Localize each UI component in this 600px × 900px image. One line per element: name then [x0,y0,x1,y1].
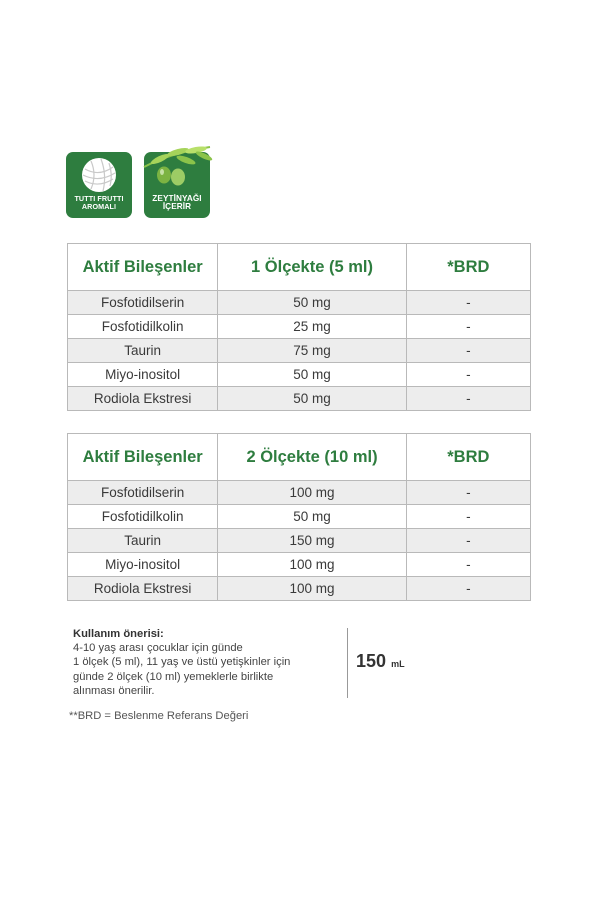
ingredient-amount: 100 mg [218,577,406,601]
ingredient-name: Miyo-inositol [68,363,218,387]
ingredient-name: Rodiola Ekstresi [68,387,218,411]
nutrition-table-1-scoop [67,243,531,411]
ingredient-brd: - [406,291,530,315]
table-header-row [68,434,531,481]
ingredient-brd: - [406,577,530,601]
ingredient-name: Fosfotidilkolin [68,505,218,529]
ingredient-amount: 100 mg [218,553,406,577]
ingredient-brd: - [406,529,530,553]
ingredient-brd: - [406,481,530,505]
olive-oil-badge [144,152,210,218]
ingredient-name: Fosfotidilserin [68,291,218,315]
volume-amount: 150 [356,651,387,671]
header-brd: *BRD [406,244,530,291]
ingredient-amount: 150 mg [218,529,406,553]
table-row [68,553,531,577]
ingredient-name: Taurin [68,529,218,553]
volume-unit: mL [391,659,405,669]
ingredient-name: Fosfotidilserin [68,481,218,505]
usage-line: 4-10 yaş arası çocuklar için günde [73,642,243,655]
brd-footnote: **BRD = Beslenme Referans Değeri [69,710,249,722]
ingredient-brd: - [406,505,530,529]
nutrition-table-2-scoops [67,433,531,601]
ingredient-amount: 100 mg [218,481,406,505]
usage-line: günde 2 ölçek (10 ml) yemeklerle birlikte [73,670,274,683]
table-row [68,505,531,529]
table-row [68,481,531,505]
tutti-frutti-badge [66,152,132,218]
ingredient-amount: 50 mg [218,291,406,315]
table-row [68,529,531,553]
badge-label [144,195,210,212]
divider [347,628,348,698]
table-row [68,315,531,339]
usage-line: alınması önerilir. [73,684,155,697]
volume-label [356,651,405,672]
badge-label [66,195,132,212]
ingredient-brd: - [406,363,530,387]
badge-label-line1: TUTTI FRUTTI [74,193,124,203]
usage-title: Kullanım önerisi: [73,628,164,640]
ingredient-name: Fosfotidilkolin [68,315,218,339]
badge-label-line2: İÇERİR [162,202,192,212]
olive-branch-icon [140,143,214,193]
usage-line: 1 ölçek (5 ml), 11 yaş ve üstü yetişkinler için [73,656,291,669]
table-row [68,363,531,387]
ingredient-brd: - [406,553,530,577]
header-amount: 1 Ölçekte (5 ml) [218,244,406,291]
ingredient-brd: - [406,387,530,411]
ingredient-name: Rodiola Ekstresi [68,577,218,601]
header-active-ingredients: Aktif Bileşenler [68,434,218,481]
ingredient-brd: - [406,315,530,339]
badge-label-line2: AROMALI [81,202,117,212]
table-row [68,577,531,601]
table-row [68,387,531,411]
table-header-row [68,244,531,291]
ingredient-name: Taurin [68,339,218,363]
header-active-ingredients: Aktif Bileşenler [68,244,218,291]
table-row [68,339,531,363]
header-brd: *BRD [406,434,530,481]
header-amount: 2 Ölçekte (10 ml) [218,434,406,481]
ingredient-brd: - [406,339,530,363]
ingredient-amount: 50 mg [218,387,406,411]
yarn-ball-icon [77,155,121,195]
usage-recommendation [73,627,343,698]
ingredient-amount: 50 mg [218,505,406,529]
badge-label-line1: ZEYTİNYAĞI [152,193,202,203]
feature-badges [66,143,216,219]
ingredient-name: Miyo-inositol [68,553,218,577]
table-row [68,291,531,315]
ingredient-amount: 50 mg [218,363,406,387]
ingredient-amount: 75 mg [218,339,406,363]
ingredient-amount: 25 mg [218,315,406,339]
